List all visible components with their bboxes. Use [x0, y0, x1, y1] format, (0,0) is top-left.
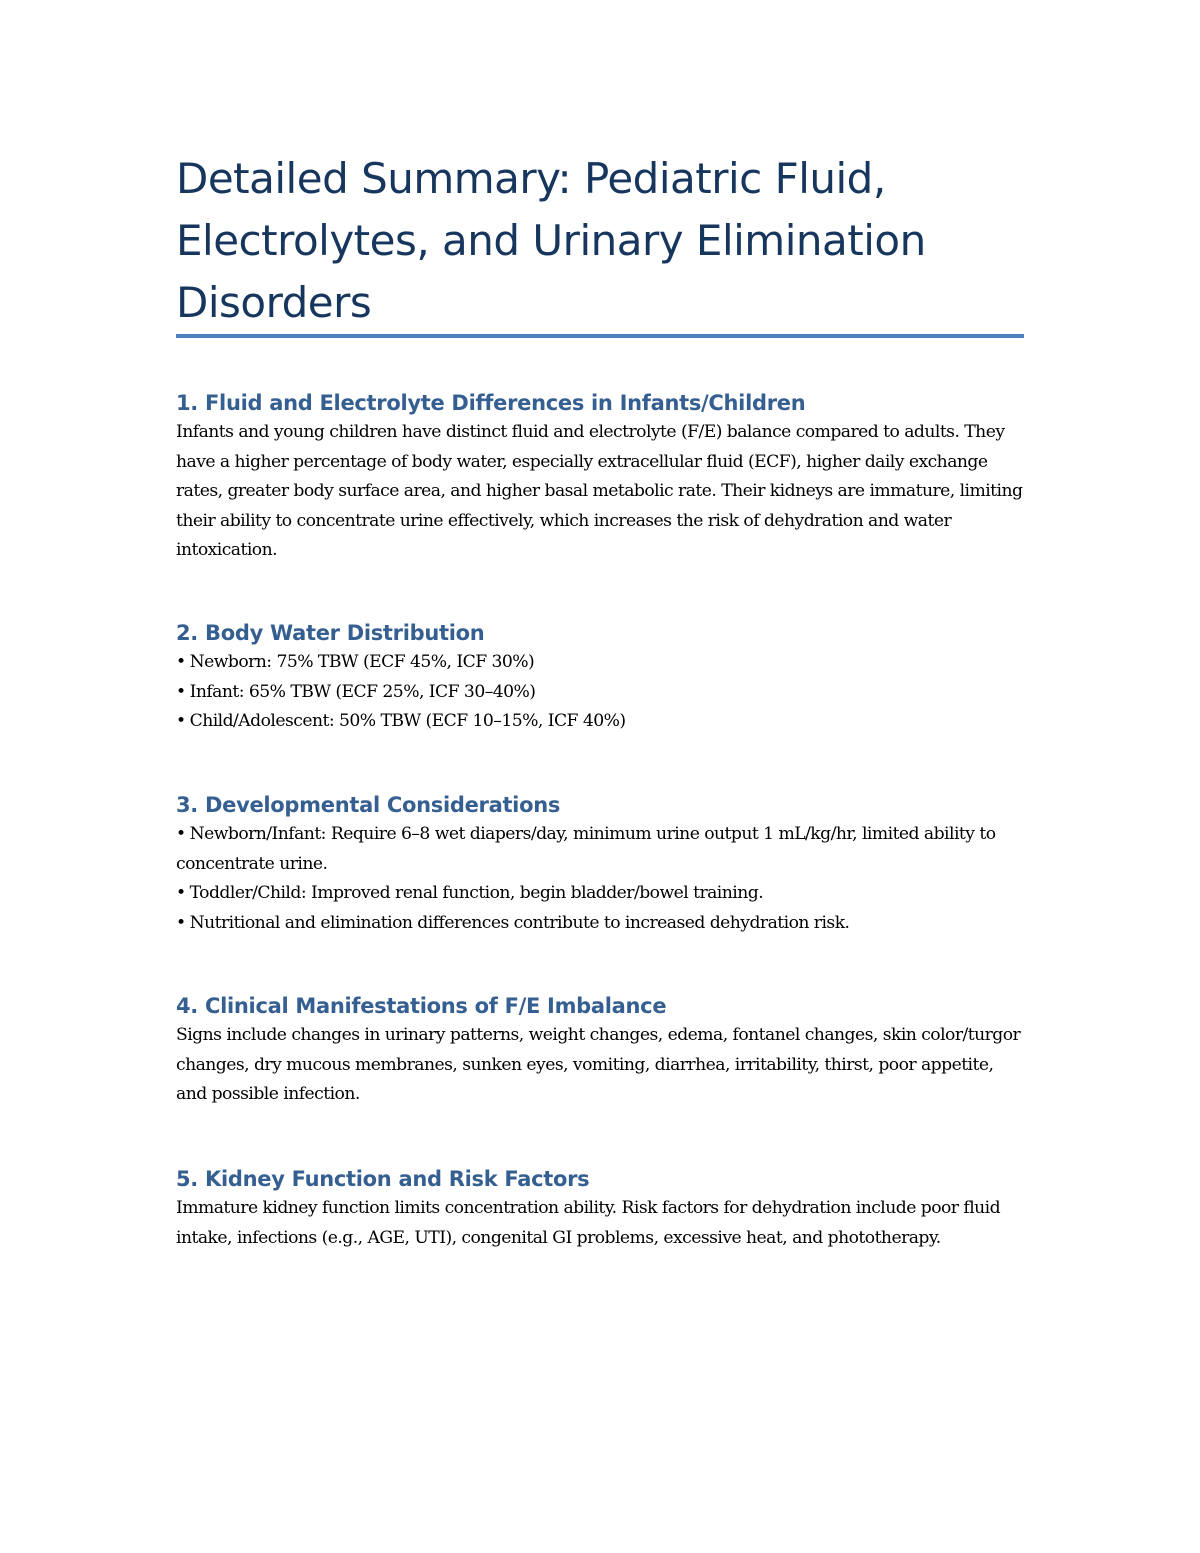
bullet-item	[176, 909, 1024, 939]
bullet-text: Nutritional and elimination differences contribute to increased dehydration risk.	[189, 912, 850, 933]
bullet-text: Newborn: 75% TBW (ECF 45%, ICF 30%)	[189, 652, 535, 672]
section-body-water-distribution	[176, 618, 1024, 737]
bullet-glyph: •	[176, 824, 186, 844]
bullet-text: Infant: 65% TBW (ECF 25%, ICF 30–40%)	[189, 681, 536, 702]
bullet-item	[176, 648, 1024, 678]
bullet-text: Child/Adolescent: 50% TBW (ECF 10–15%, ICF 40%)	[189, 711, 626, 731]
bullet-glyph: •	[176, 912, 186, 933]
bullet-text: Toddler/Child: Improved renal function, begin bladder/bowel training.	[189, 883, 764, 903]
title-underline-rule	[176, 334, 1024, 338]
section-paragraph: Infants and young children have distinct fluid and electrolyte (F/E) balance compared to adults. They have a higher percentage of body water, especially extracellular fluid (ECF), higher daily exchange rates, greater body surface area, and higher basal metabolic rate. Their kidneys are immature, limiting their ability to concentrate urine effectively, which increases the risk of dehydration and water intoxication.	[176, 422, 1023, 560]
section-developmental-considerations	[176, 790, 1024, 938]
section-kidney-function-risk-factors	[176, 1164, 1024, 1253]
bullet-glyph: •	[176, 883, 186, 903]
bullet-glyph: •	[176, 711, 186, 731]
section-paragraph: Immature kidney function limits concentration ability. Risk factors for dehydration include poor fluid intake, infections (e.g., AGE, UTI), congenital GI problems, excessive heat, and phototherapy.	[176, 1198, 1001, 1248]
bullet-glyph: •	[176, 652, 186, 672]
section-paragraph: Signs include changes in urinary patterns, weight changes, edema, fontanel changes, skin color/turgor changes, dry mucous membranes, sunken eyes, vomiting, diarrhea, irritability, thirst, poor appetite, and possible infection.	[176, 1025, 1021, 1104]
bullet-item	[176, 879, 1024, 909]
section-fluid-electrolyte-differences	[176, 388, 1024, 566]
bullet-item	[176, 820, 1024, 879]
bullet-glyph: •	[176, 681, 186, 702]
section-heading: 2. Body Water Distribution	[176, 621, 485, 645]
section-heading: 3. Developmental Considerations	[176, 793, 561, 817]
section-heading: 1. Fluid and Electrolyte Differences in Infants/Children	[176, 391, 806, 415]
section-clinical-manifestations	[176, 991, 1024, 1110]
bullet-item	[176, 707, 1024, 737]
section-heading: 5. Kidney Function and Risk Factors	[176, 1167, 590, 1191]
section-heading: 4. Clinical Manifestations of F/E Imbalance	[176, 994, 667, 1018]
bullet-text: Newborn/Infant: Require 6–8 wet diapers/day, minimum urine output 1 mL/kg/hr, limited ability to concentrate urine.	[176, 824, 996, 874]
document-title: Detailed Summary: Pediatric Fluid, Electrolytes, and Urinary Elimination Disorders	[176, 154, 926, 327]
bullet-item	[176, 678, 1024, 708]
